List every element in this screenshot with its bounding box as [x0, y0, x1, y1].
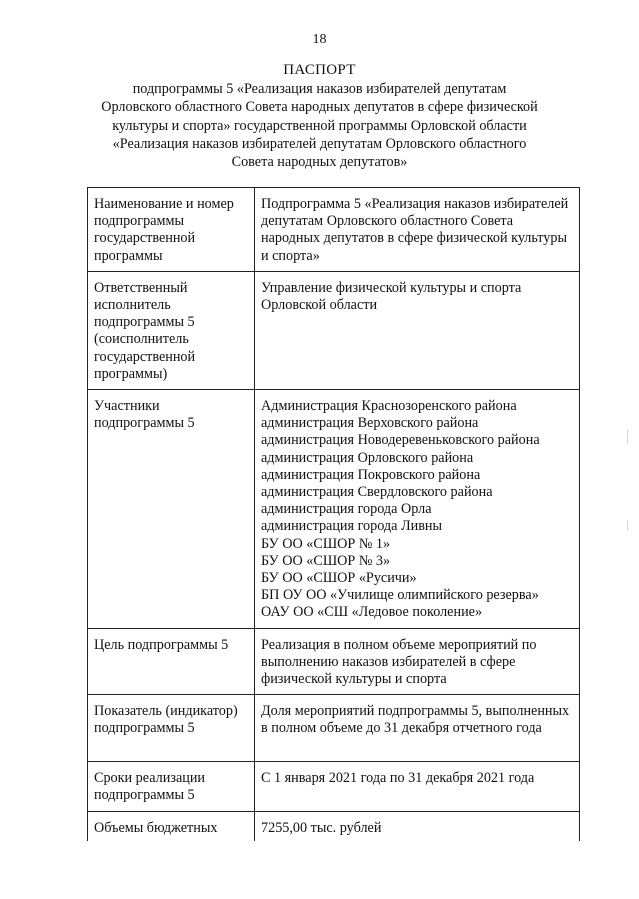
- participant-item: БУ ОО «СШОР № 1»: [261, 535, 391, 552]
- participant-item: администрация Новодеревеньковского района: [261, 432, 540, 449]
- table-row-participants: [88, 390, 580, 629]
- participant-item: администрация Орловского района: [261, 449, 474, 466]
- participant-item: администрация Свердловского района: [261, 484, 493, 501]
- row-label: Участники подпрограммы 5: [88, 390, 255, 629]
- row-value: Реализация в полном объеме мероприятий по выполнению наказов избирателей в сфере физической культуры и спорта: [255, 628, 580, 695]
- participant-item: БП ОУ ОО «Училище олимпийского резерва»: [261, 587, 539, 604]
- participant-item: администрация Покровского района: [261, 466, 481, 483]
- row-value: С 1 января 2021 года по 31 декабря 2021 года: [255, 762, 580, 811]
- document-title: ПАСПОРТ: [283, 62, 356, 78]
- row-label: Объемы бюджетных: [88, 811, 255, 841]
- row-label: Показатель (индикатор) подпрограммы 5: [88, 695, 255, 762]
- participant-item: БУ ОО «СШОР № 3»: [261, 552, 391, 569]
- scan-edge-mark: [627, 430, 628, 444]
- subtitle-line: «Реализация наказов избирателей депутатам Орловского областного: [112, 135, 527, 152]
- subtitle-line: Совета народных депутатов»: [231, 154, 408, 171]
- table-row-terms: [88, 762, 580, 811]
- scan-edge-mark: [627, 520, 628, 530]
- row-label: Наименование и номер подпрограммы государственной программы: [88, 188, 255, 272]
- participant-item: администрация Верховского района: [261, 415, 479, 432]
- row-value: Управление физической культуры и спорта Орловской области: [255, 271, 580, 389]
- row-value: [255, 390, 580, 629]
- row-label: Сроки реализации подпрограммы 5: [88, 762, 255, 811]
- table-row-responsible: [88, 271, 580, 389]
- table-row-indicator: [88, 695, 580, 762]
- subtitle-line: Орловского областного Совета народных депутатов в сфере физической: [101, 99, 538, 116]
- table-row-name: [88, 188, 580, 272]
- row-value: 7255,00 тыс. рублей: [255, 811, 580, 841]
- row-label: Ответственный исполнитель подпрограммы 5 (соисполнитель государственной программы): [88, 271, 255, 389]
- participant-item: БУ ОО «СШОР «Русичи»: [261, 570, 417, 587]
- document-subtitle: [95, 80, 544, 171]
- row-label: Цель подпрограммы 5: [88, 628, 255, 695]
- row-value: Подпрограмма 5 «Реализация наказов избирателей депутатам Орловского областного Совета народных депутатов в сфере физической культуры и спорта»: [255, 188, 580, 272]
- subtitle-line: культуры и спорта» государственной программы Орловской области: [112, 117, 527, 134]
- participant-item: администрация города Ливны: [261, 518, 443, 535]
- table-row-goal: [88, 628, 580, 695]
- table-row-budget: [88, 811, 580, 841]
- participant-item: Администрация Краснозоренского района: [261, 398, 517, 415]
- page-number: 18: [312, 32, 327, 47]
- row-value: Доля мероприятий подпрограммы 5, выполненных в полном объеме до 31 декабря отчетного года: [255, 695, 580, 762]
- passport-table: [87, 187, 580, 841]
- subtitle-line: подпрограммы 5 «Реализация наказов избирателей депутатам: [132, 81, 507, 97]
- participant-item: ОАУ ОО «СШ «Ледовое поколение»: [261, 604, 483, 621]
- participant-item: администрация города Орла: [261, 501, 432, 518]
